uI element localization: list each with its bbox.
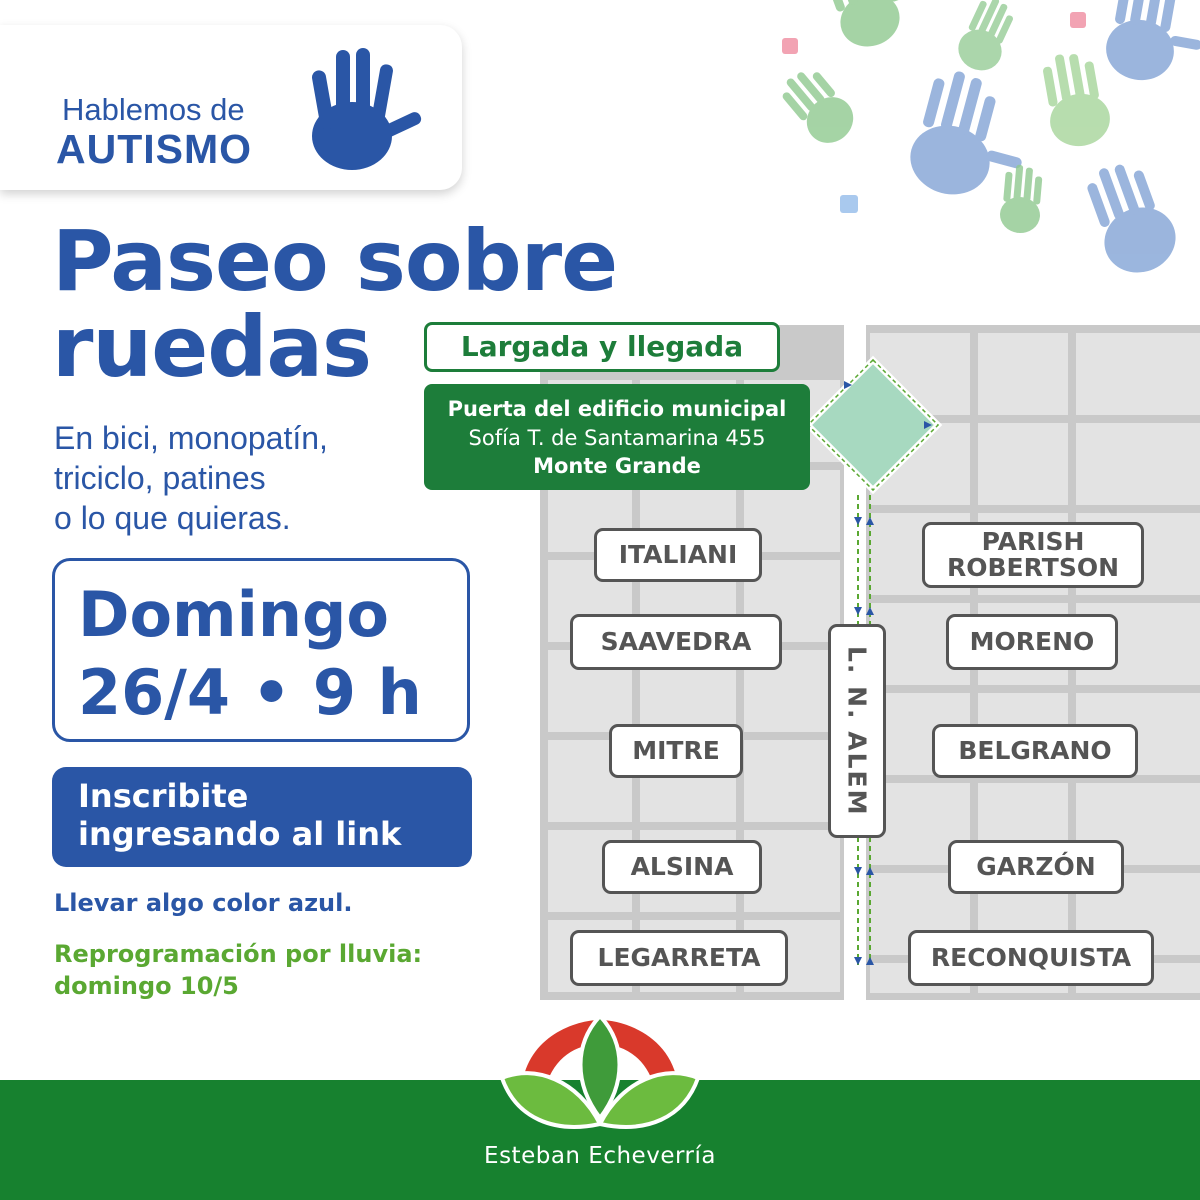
header-line1: Hablemos de — [62, 92, 245, 127]
leaves-logo-icon — [494, 1014, 706, 1144]
bring-blue-note: Llevar algo color azul. — [54, 889, 353, 917]
title-line2: ruedas — [52, 298, 372, 396]
street-label-italiani: ITALIANI — [594, 528, 762, 582]
street-label-garzon: GARZÓN — [948, 840, 1124, 894]
rain-reschedule-note — [54, 938, 422, 1002]
puzzle-piece-icon — [782, 12, 1086, 54]
street-label-mitre: MITRE — [609, 724, 743, 778]
street-label-alem — [828, 624, 886, 838]
hand-print-icon — [1079, 153, 1185, 283]
register-button[interactable] — [52, 767, 472, 867]
register-line1: Inscribite — [78, 777, 249, 815]
start-finish-label: Largada y llegada — [424, 322, 780, 372]
street-label-alem-text: L. N. ALEM — [842, 645, 872, 817]
hand-print-icon — [952, 0, 1023, 77]
hand-print-icon — [999, 163, 1045, 234]
register-line2: ingresando al link — [78, 815, 402, 853]
date-day: Domingo — [78, 578, 390, 651]
street-label-saavedra: SAAVEDRA — [570, 614, 782, 670]
hand-print-icon — [774, 60, 862, 152]
hand-print-icon — [1101, 0, 1200, 90]
hand-print-icon — [818, 0, 930, 55]
street-label-parish-robertson — [922, 522, 1144, 588]
street-label-moreno: MORENO — [946, 614, 1118, 670]
hand-print-icon — [282, 38, 432, 178]
subtitle-line2: triciclo, patines — [54, 460, 266, 496]
start-location-box — [424, 384, 810, 490]
rain-line2: domingo 10/5 — [54, 972, 239, 1000]
subtitle — [54, 418, 328, 538]
street-label-reconquista: RECONQUISTA — [908, 930, 1154, 986]
subtitle-line3: o lo que quieras. — [54, 500, 291, 536]
subtitle-line1: En bici, monopatín, — [54, 420, 328, 456]
hand-prints-decoration — [770, 0, 1200, 300]
start-city: Monte Grande — [533, 454, 701, 478]
hand-print-icon — [1039, 48, 1114, 151]
brand-name: Esteban Echeverría — [484, 1143, 716, 1169]
date-time: 26/4 • 9 h — [78, 656, 422, 729]
start-place: Puerta del edificio municipal — [447, 397, 787, 421]
street-label-parish: PARISH — [981, 527, 1085, 556]
title-line1: Paseo sobre — [52, 212, 618, 310]
start-address: Sofía T. de Santamarina 455 — [468, 426, 766, 450]
street-label-legarreta: LEGARRETA — [570, 930, 788, 986]
street-label-alsina: ALSINA — [602, 840, 762, 894]
puzzle-piece-icon — [840, 195, 858, 213]
rain-line1: Reprogramación por lluvia: — [54, 940, 423, 968]
header-line2: AUTISMO — [56, 126, 253, 172]
street-label-robertson: ROBERTSON — [947, 553, 1119, 582]
street-label-belgrano: BELGRANO — [932, 724, 1138, 778]
